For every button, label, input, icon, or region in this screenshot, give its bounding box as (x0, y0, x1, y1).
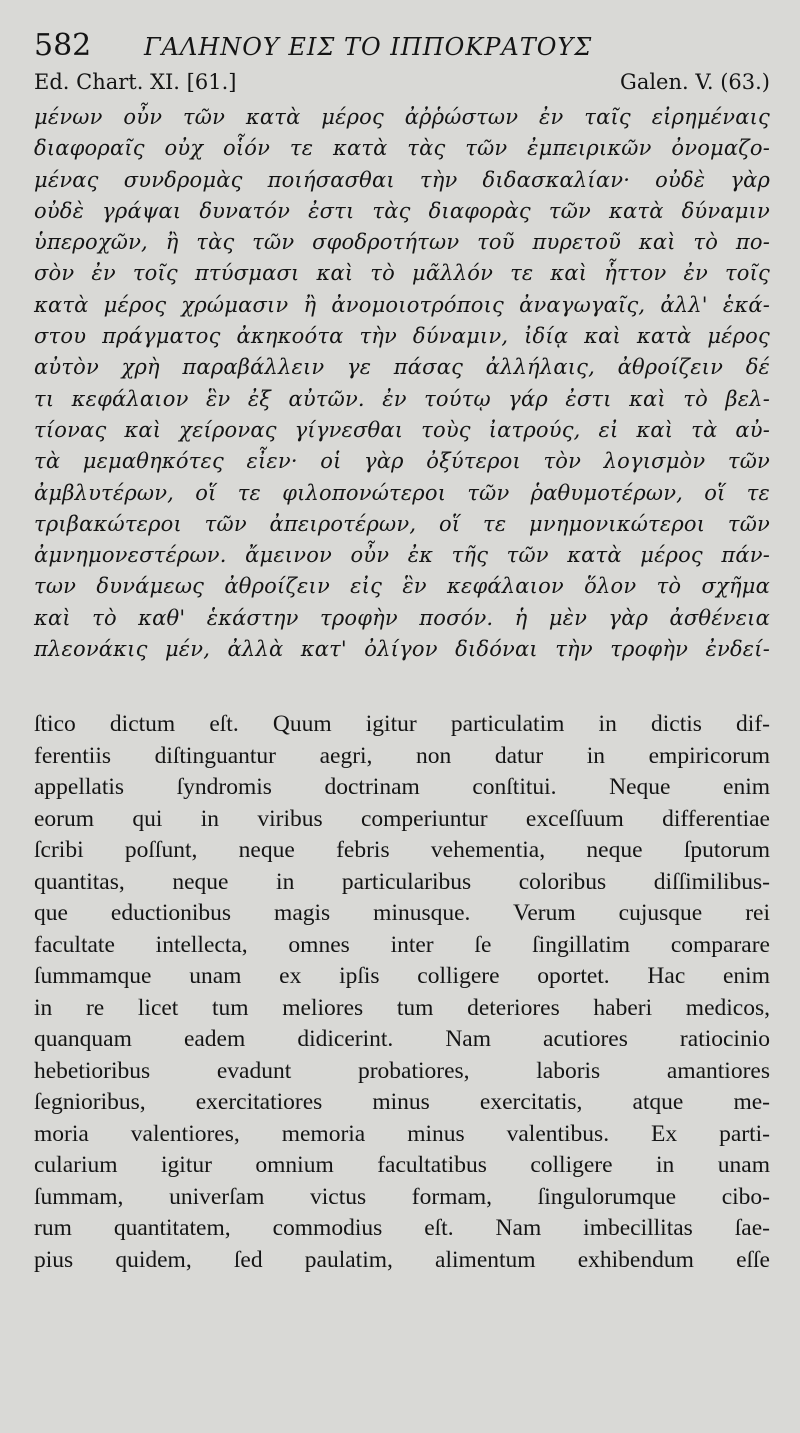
latin-text-line: eorum qui in viribus comperiuntur exceſſuum differentiae (34, 805, 770, 832)
greek-text-line: κατὰ μέρος χρώμασιν ἢ ἀνομοιοτρόποις ἀναγωγαῖς, ἀλλ' ἑκά- (34, 292, 770, 317)
latin-text-block (34, 709, 770, 1276)
latin-text-line: cularium igitur omnium facultatibus colligere in unam (34, 1152, 770, 1179)
running-head (34, 28, 770, 68)
latin-text-line: in re licet tum meliores tum deteriores haberi medicos, (34, 994, 770, 1021)
greek-text-line: οὐδὲ γράψαι δυνατόν ἐστι τὰς διαφορὰς τῶν κατὰ δύναμιν (34, 198, 770, 223)
latin-text-line: quanquam eadem didicerint. Nam acutiores ratiocinio (34, 1026, 770, 1053)
running-title: ΓΑΛΗΝΟΥ ΕΙΣ ΤΟ ΙΠΠΟΚΡΑΤΟΥΣ (144, 33, 593, 61)
greek-text-line: τὰ μεμαθηκότες εἶεν· οἱ γὰρ ὀξύτεροι τὸν λογισμὸν τῶν (34, 449, 770, 474)
latin-text-line: que eductionibus magis minusque. Verum cujusque rei (34, 900, 770, 927)
edition-reference-right: Galen. V. (63.) (620, 70, 770, 94)
greek-text-line: ἀμνημονεστέρων. ἄμεινον οὖν ἐκ τῆς τῶν κατὰ μέρος πάν- (34, 543, 770, 568)
greek-text-line: διαφοραῖς οὐχ οἷόν τε κατὰ τὰς τῶν ἐμπειρικῶν ὀνομαζο- (34, 136, 770, 161)
greek-text-line: αὐτὸν χρὴ παραβάλλειν γε πάσας ἀλλήλαις, ἀθροίζειν δέ (34, 355, 770, 380)
greek-text-line: στου πράγματος ἀκηκοότα τὴν δύναμιν, ἰδίᾳ καὶ κατὰ μέρος (34, 324, 770, 349)
greek-text-line: ἀμβλυτέρων, οἵ τε φιλοπονώτεροι τῶν ῥαθυμοτέρων, οἵ τε (34, 480, 770, 505)
greek-text-line: τριβακώτεροι τῶν ἀπειροτέρων, οἵ τε μνημονικώτεροι τῶν (34, 511, 770, 536)
greek-text-line: μένας συνδρομὰς ποιήσασθαι τὴν διδασκαλίαν· οὐδὲ γὰρ (34, 167, 770, 192)
latin-text-line: ſcribi poſſunt, neque febris vehementia, neque ſputorum (34, 837, 770, 864)
latin-text-line: ſtico dictum eſt. Quum igitur particulatim in dictis dif- (34, 711, 770, 738)
latin-text-line: ferentiis diſtinguantur aegri, non datur in empiricorum (34, 742, 770, 769)
latin-text-line: moria valentiores, memoria minus valentibus. Ex parti- (34, 1120, 770, 1147)
greek-text-line: καὶ τὸ καθ' ἑκάστην τροφὴν ποσόν. ἡ μὲν γὰρ ἀσθένεια (34, 605, 770, 630)
greek-text-line: σὸν ἐν τοῖς πτύσμασι καὶ τὸ μᾶλλόν τε καὶ ἧττον ἐν τοῖς (34, 261, 770, 286)
greek-text-line: τι κεφάλαιον ἓν ἐξ αὐτῶν. ἐν τούτῳ γάρ ἐστι καὶ τὸ βελ- (34, 386, 770, 411)
latin-text-line: hebetioribus evadunt probatiores, laboris amantiores (34, 1057, 770, 1084)
edition-reference-left: Ed. Chart. XI. [61.] (34, 70, 237, 94)
greek-text-block (34, 102, 770, 665)
greek-text-line: τίονας καὶ χείρονας γίγνεσθαι τοὺς ἰατρούς, εἰ καὶ τὰ αὐ- (34, 417, 770, 442)
greek-text-line: των δυνάμεως ἀθροίζειν εἰς ἓν κεφάλαιον ὅλον τὸ σχῆμα (34, 574, 770, 599)
latin-text-line: pius quidem, ſed paulatim, alimentum exhibendum eſſe (34, 1246, 770, 1273)
greek-text-line: μένων οὖν τῶν κατὰ μέρος ἀῤῥώστων ἐν ταῖς εἰρημέναις (34, 105, 770, 129)
latin-text-line: rum quantitatem, commodius eſt. Nam imbecillitas ſae- (34, 1215, 770, 1242)
greek-text-line: πλεονάκις μέν, ἀλλὰ κατ' ὀλίγον διδόναι τὴν τροφὴν ἐνδεί- (34, 637, 770, 662)
latin-text-line: ſegnioribus, exercitatiores minus exercitatis, atque me- (34, 1089, 770, 1116)
greek-text-line: ὑπεροχῶν, ἢ τὰς τῶν σφοδροτήτων τοῦ πυρετοῦ καὶ τὸ πο- (34, 230, 770, 255)
page-number: 582 (34, 28, 92, 63)
latin-text-line: ſummam, univerſam victus formam, ſingulorumque cibo- (34, 1183, 770, 1210)
latin-text-line: facultate intellecta, omnes inter ſe ſingillatim comparare (34, 931, 770, 958)
edition-reference-line (34, 70, 770, 100)
latin-text-line: appellatis ſyndromis doctrinam conſtitui. Neque enim (34, 774, 770, 801)
latin-text-line: quantitas, neque in particularibus coloribus diſſimilibus- (34, 868, 770, 895)
latin-text-line: ſummamque unam ex ipſis colligere oportet. Hac enim (34, 963, 770, 990)
